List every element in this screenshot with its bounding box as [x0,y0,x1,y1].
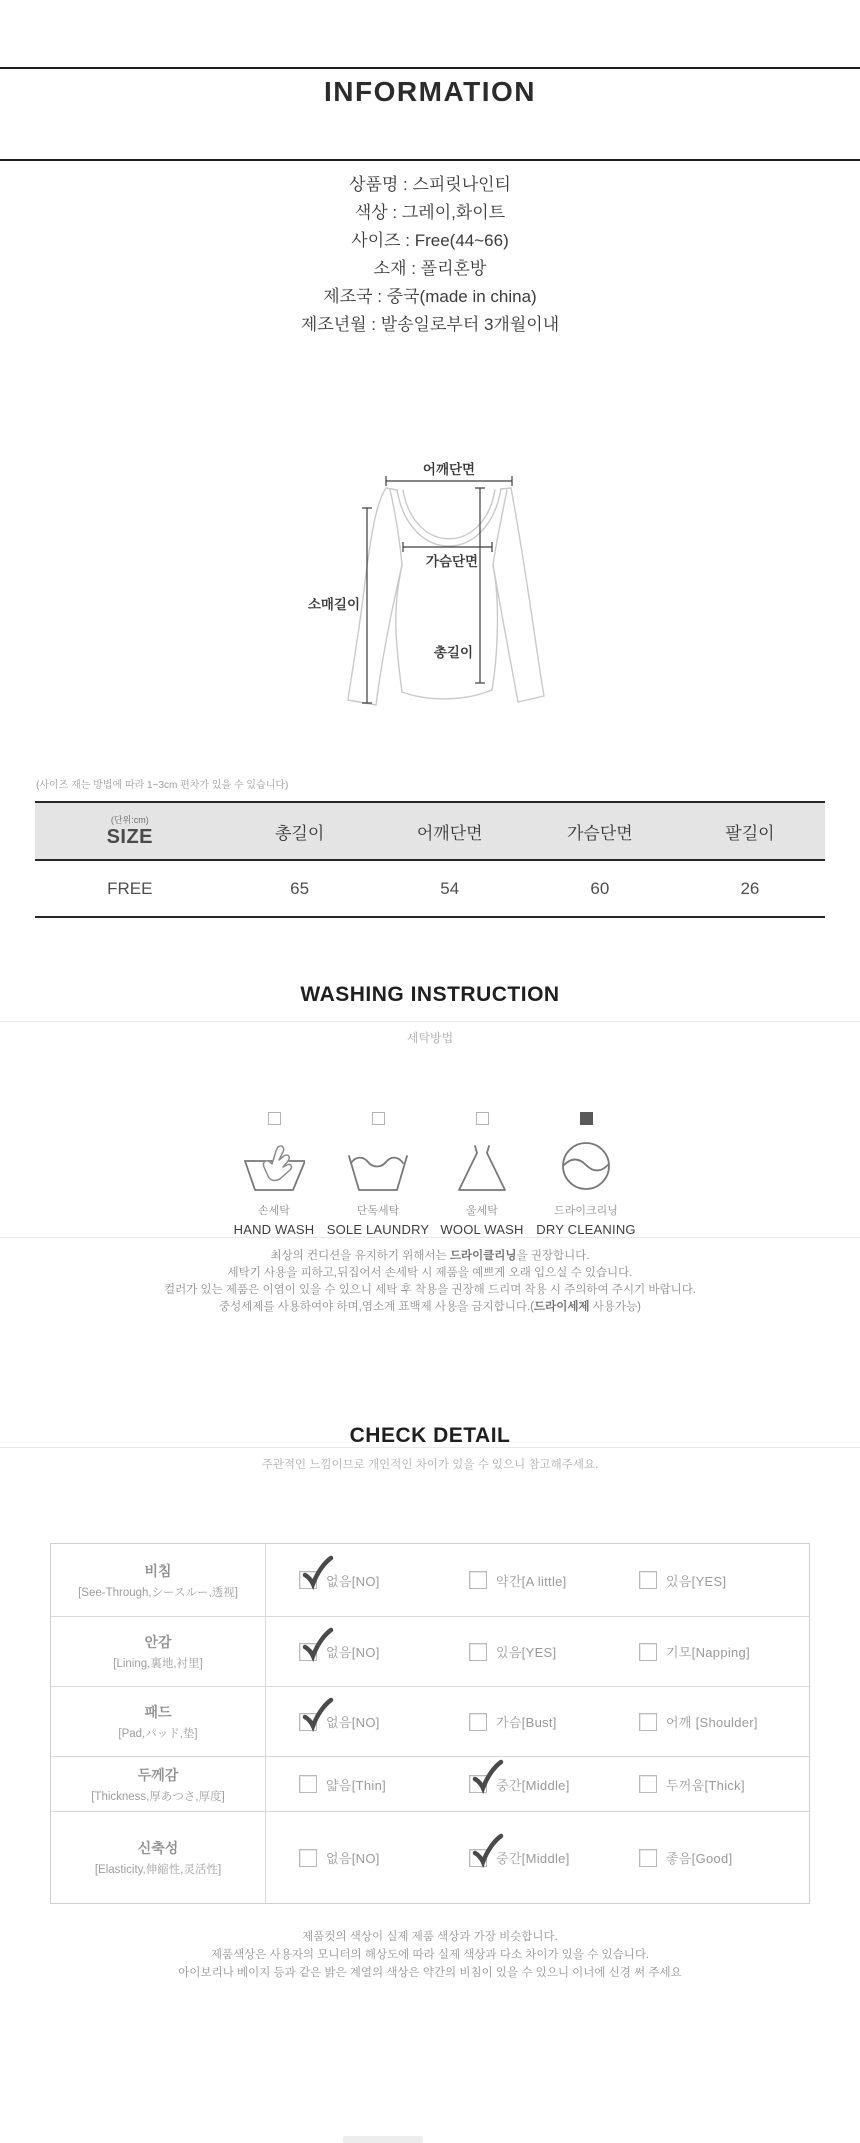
check-option-label: 있음[YES] [495,1645,557,1660]
wash-checkbox [268,1112,281,1125]
wash-label-korean: 울세탁 [466,1205,498,1217]
dry-cleaning-icon [560,1138,612,1192]
chest-width-label: 가슴단면 [425,554,479,569]
check-option-label: 없음[NO] [326,1851,380,1866]
washing-section-title: WASHING INSTRUCTION [300,983,560,1006]
checkbox-checked-icon [469,1775,487,1793]
product-info-line: 제조년월 : 발송일로부터 3개월이내 [300,315,560,334]
size-cell-value: 60 [590,878,610,898]
washing-title-rule [0,1021,860,1022]
check-row [51,1756,809,1811]
check-option-label: 두꺼움[Thick] [665,1777,745,1793]
wash-label-korean: 드라이크리닝 [554,1205,618,1217]
checkbox-icon [639,1849,657,1867]
size-column-header: 팔길이 [725,823,775,843]
washing-divider-rule [0,1237,860,1238]
page-title: INFORMATION [324,76,536,107]
sole-laundry-icon [347,1138,409,1192]
check-option [639,1848,809,1867]
check-option [639,1642,809,1661]
wash-label-english: SOLE LAUNDRY [326,1222,430,1237]
check-row [51,1544,809,1616]
product-info-line: 소재 : 폴리혼방 [373,259,487,278]
checkbox-icon [469,1713,487,1731]
check-row-options [266,1687,809,1756]
check-option-label: 있음[YES] [665,1573,727,1589]
check-row-label [51,1617,266,1686]
check-detail-title: CHECK DETAIL [349,1424,511,1447]
care-instruction-line: 최상의 컨디션을 유지하기 위해서는 드라이클리닝을 권장합니다. [270,1250,590,1262]
check-detail-table [50,1543,810,1904]
garment-outline [348,488,544,705]
wash-label-korean: 손세탁 [258,1205,290,1217]
washing-method [222,1112,326,1237]
care-instructions [0,1248,860,1316]
checkbox-checked-icon [299,1643,317,1661]
size-cell-value: 54 [440,878,460,898]
size-cell-value: 65 [290,878,310,898]
washing-section-subtitle: 세탁방법 [406,1031,454,1045]
top-rule-upper [0,67,860,69]
partial-element-bottom [343,2136,423,2143]
check-option [299,1571,469,1590]
check-detail-rule [0,1447,860,1448]
check-row-options [266,1812,809,1903]
check-option-label: 어깨 [Shoulder] [665,1715,758,1730]
size-table [35,801,825,918]
check-attribute-translations: [Pad,パッド,垫] [118,1728,198,1740]
check-option [469,1571,639,1590]
check-option [469,1642,639,1661]
check-option-label: 중간[Middle] [495,1777,570,1793]
unit-label: (단위:cm) [110,814,149,825]
care-instruction-line: 컬러가 있는 제품은 이염이 있을 수 있으니 세탁 후 착용을 권장해 드리며 착용 시 주의하여 주시기 바랍니다. [164,1284,696,1296]
check-option-label: 약간[A little] [495,1573,567,1589]
product-info-line: 제조국 : 중국(made in china) [323,287,537,306]
washing-method [326,1112,430,1237]
checkbox-checked-icon [469,1849,487,1867]
shoulder-width-label: 어깨단면 [422,462,476,477]
care-instruction-line: 중성세제를 사용하여야 하며,염소계 표백제 사용을 금지합니다.(드라이세제 사용가능) [218,1301,642,1313]
footer-note-line: 제품색상은 사용자의 모니터의 해상도에 따라 실제 색상과 다소 차이가 있을 수 있습니다. [210,1949,650,1961]
size-column-header: 어깨단면 [416,823,483,843]
check-option-label: 가슴[Bust] [495,1715,557,1730]
size-cell-size: FREE [107,878,153,898]
check-row-label [51,1544,266,1616]
checkbox-icon [469,1571,487,1589]
hand-wash-icon [243,1138,305,1192]
wool-wash-icon [453,1138,511,1192]
checkbox-checked-icon [299,1571,317,1589]
sleeve-length-label: 소매길이 [307,597,360,612]
total-length-label: 총길이 [433,645,473,660]
size-column-header: 가슴단면 [566,823,633,843]
check-row [51,1616,809,1686]
check-attribute-name: 패드 [144,1704,172,1720]
check-row-label [51,1757,266,1811]
top-rule-lower [0,159,860,161]
check-option [639,1571,809,1590]
checkbox-checked-icon [299,1713,317,1731]
check-attribute-name: 비침 [144,1562,172,1579]
size-column-header: 총길이 [275,823,325,843]
check-option [469,1712,639,1731]
garment-measurement-diagram [230,340,630,740]
check-attribute-translations: [See-Through,シースルー,透视] [78,1586,238,1599]
size-cell-value: 26 [740,878,760,898]
check-attribute-name: 두께감 [137,1766,179,1783]
product-info-line: 색상 : 그레이,화이트 [354,203,506,222]
washing-method [534,1112,638,1237]
checkbox-icon [639,1643,657,1661]
check-option-label: 기모[Napping] [665,1645,751,1660]
washing-methods-row [0,1112,860,1237]
check-row-label [51,1687,266,1756]
check-attribute-translations: [Lining,裏地,衬里] [113,1658,203,1670]
check-option [299,1642,469,1661]
washing-method [430,1112,534,1237]
check-option [639,1775,809,1794]
wash-checkbox [372,1112,385,1125]
check-attribute-translations: [Thickness,厚あつさ,厚度] [91,1790,225,1803]
check-option [469,1848,639,1867]
wash-checkbox-checked [580,1112,593,1125]
check-detail-subtitle: 주관적인 느낌이므로 개인적인 차이가 있을 수 있으니 참고해주세요. [261,1459,599,1471]
check-option [299,1848,469,1867]
checkbox-icon [469,1643,487,1661]
check-option [299,1775,469,1794]
checkbox-icon [299,1775,317,1793]
check-option-label: 좋음[Good] [665,1851,733,1866]
checkbox-icon [639,1571,657,1589]
checkbox-icon [299,1849,317,1867]
check-attribute-name: 신축성 [137,1840,179,1856]
wash-label-english: WOOL WASH [440,1222,524,1237]
footer-note-line: 아이보리나 베이지 등과 같은 밝은 계열의 색상은 약간의 비침이 있을 수 있으니 이너에 신경 써 주세요 [178,1967,682,1979]
check-row-options [266,1617,809,1686]
footer-note-line: 제품컷의 색상이 실제 제품 색상과 가장 비슷합니다. [302,1931,558,1943]
care-instruction-line: 세탁기 사용을 피하고,뒤집어서 손세탁 시 제품을 예쁘게 오래 입으실 수 있습니다. [227,1267,633,1279]
check-row [51,1686,809,1756]
size-table-data-row [35,860,825,917]
check-option-label: 없음[NO] [326,1645,380,1660]
size-label: SIZE [106,825,154,848]
wash-label-english: DRY CLEANING [536,1222,636,1237]
check-attribute-translations: [Elasticity,伸縮性,灵活性] [94,1864,222,1876]
check-row-label [51,1812,266,1903]
wash-checkbox [476,1112,489,1125]
wash-label-english: HAND WASH [233,1222,315,1237]
checkbox-icon [639,1713,657,1731]
product-info [0,171,860,339]
check-option [299,1712,469,1731]
check-option [639,1712,809,1731]
product-info-line: 상품명 : 스피릿나인티 [349,175,511,194]
check-attribute-name: 안감 [144,1634,172,1650]
wash-label-korean: 단독세탁 [356,1205,400,1217]
check-option [469,1775,639,1794]
size-header-cell [35,802,225,860]
check-row-options [266,1757,809,1811]
check-row-options [266,1544,809,1616]
footer-notes [0,1928,860,1982]
size-table-header-row [35,802,825,860]
checkbox-icon [639,1775,657,1793]
check-option-label: 얇음[Thin] [326,1777,387,1793]
product-info-line: 사이즈 : Free(44~66) [351,231,509,250]
check-option-label: 중간[Middle] [495,1851,570,1866]
check-row [51,1811,809,1903]
check-option-label: 없음[NO] [326,1715,380,1730]
size-note: (사이즈 재는 방법에 따라 1~3cm 편차가 있을 수 있습니다) [36,780,289,791]
check-option-label: 없음[NO] [326,1573,380,1589]
